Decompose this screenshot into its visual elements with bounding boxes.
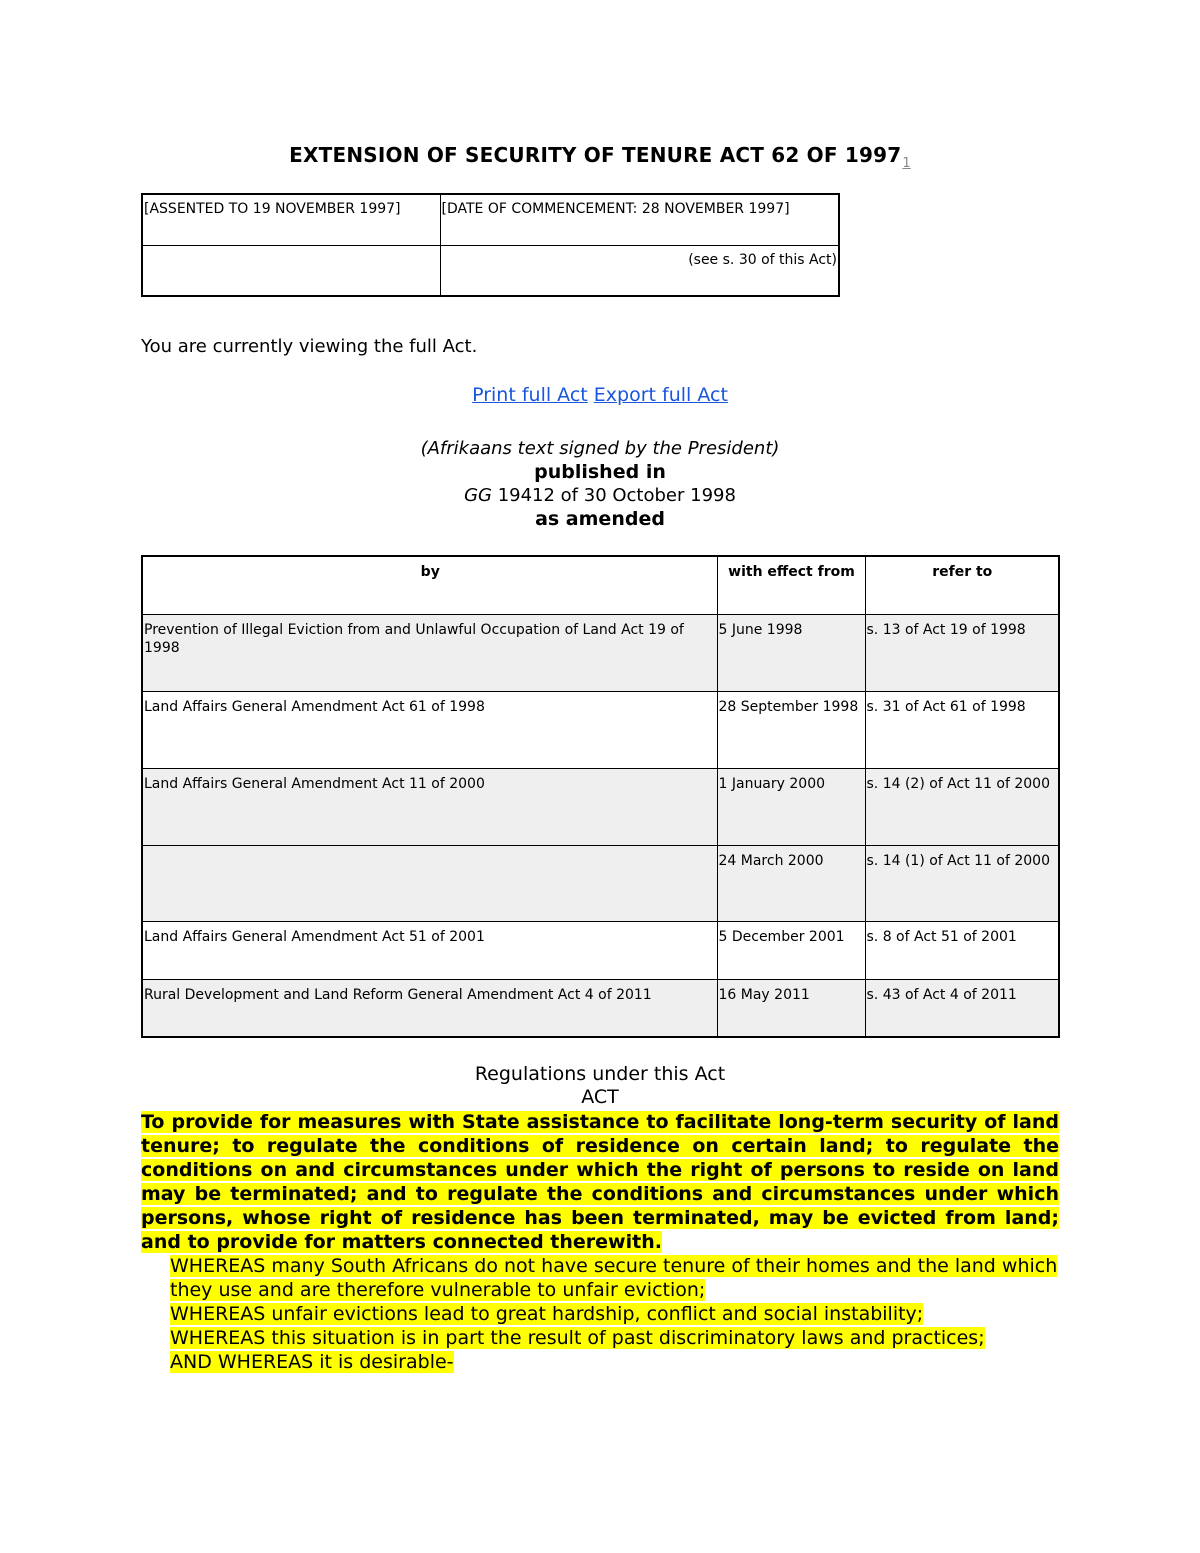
amending-act: Land Affairs General Amendment Act 11 of 2000 bbox=[142, 768, 717, 845]
whereas-text: WHEREAS many South Africans do not have secure tenure of their homes and the land which they use and are therefore vulnerable to unfair eviction; bbox=[170, 1255, 1058, 1301]
table-row bbox=[142, 921, 1059, 979]
reference: s. 13 of Act 19 of 1998 bbox=[865, 614, 1059, 691]
act-title-text: EXTENSION OF SECURITY OF TENURE ACT 62 OF 1997 bbox=[289, 143, 902, 167]
gazette-prefix: GG bbox=[464, 485, 492, 506]
act-actions bbox=[0, 384, 1200, 406]
table-row bbox=[142, 979, 1059, 1037]
table-row bbox=[142, 614, 1059, 691]
whereas-text: WHEREAS this situation is in part the result of past discriminatory laws and practices; bbox=[170, 1327, 985, 1349]
whereas-clause bbox=[141, 1350, 1059, 1374]
reference: s. 14 (1) of Act 11 of 2000 bbox=[865, 845, 1059, 921]
preamble bbox=[141, 1110, 1059, 1374]
amending-act bbox=[142, 845, 717, 921]
reference: s. 31 of Act 61 of 1998 bbox=[865, 691, 1059, 768]
see-section-cell: (see s. 30 of this Act) bbox=[440, 245, 839, 296]
title-footnote-link[interactable]: 1 bbox=[902, 156, 911, 171]
header-by: by bbox=[142, 556, 717, 614]
amending-act: Prevention of Illegal Eviction from and Unlawful Occupation of Land Act 19 of 1998 bbox=[142, 614, 717, 691]
print-full-act-link[interactable]: Print full Act bbox=[472, 384, 588, 406]
whereas-clause bbox=[141, 1302, 1059, 1326]
amending-act: Land Affairs General Amendment Act 51 of 2001 bbox=[142, 921, 717, 979]
assent-commencement-table bbox=[141, 193, 840, 297]
regulations-heading[interactable]: Regulations under this Act bbox=[474, 1063, 726, 1085]
table-row bbox=[142, 845, 1059, 921]
amending-act: Rural Development and Land Reform General Amendment Act 4 of 2011 bbox=[142, 979, 717, 1037]
regulations-block bbox=[0, 1063, 1200, 1109]
viewing-notice: You are currently viewing the full Act. bbox=[141, 336, 478, 357]
amending-act: Land Affairs General Amendment Act 61 of 1998 bbox=[142, 691, 717, 768]
as-amended-label: as amended bbox=[535, 507, 665, 530]
act-title bbox=[0, 143, 1200, 171]
assented-cell: [ASSENTED TO 19 NOVEMBER 1997] bbox=[142, 194, 440, 245]
empty-cell bbox=[142, 245, 440, 296]
published-in-label: published in bbox=[534, 460, 666, 483]
effective-date: 16 May 2011 bbox=[717, 979, 865, 1037]
whereas-clause bbox=[141, 1254, 1059, 1302]
signed-note: (Afrikaans text signed by the President) bbox=[420, 438, 780, 459]
act-heading: ACT bbox=[581, 1086, 619, 1108]
effective-date: 28 September 1998 bbox=[717, 691, 865, 768]
header-effect: with effect from bbox=[717, 556, 865, 614]
table-row bbox=[142, 691, 1059, 768]
reference: s. 8 of Act 51 of 2001 bbox=[865, 921, 1059, 979]
header-refer: refer to bbox=[865, 556, 1059, 614]
reference: s. 14 (2) of Act 11 of 2000 bbox=[865, 768, 1059, 845]
export-full-act-link[interactable]: Export full Act bbox=[593, 384, 728, 406]
gazette-details: 19412 of 30 October 1998 bbox=[491, 485, 736, 506]
table-row bbox=[142, 768, 1059, 845]
long-title-text: To provide for measures with State assistance to facilitate long-term security of land tenure; to regulate the conditions of residence on certain land; to regulate the conditions on and circumstances under which the right of persons to reside on land may be terminated; and to regulate the conditions and circumstances under which persons, whose right of residence has been terminated, may be evicted from land; and to provide for matters connected therewith. bbox=[141, 1111, 1059, 1253]
effective-date: 1 January 2000 bbox=[717, 768, 865, 845]
commencement-cell: [DATE OF COMMENCEMENT: 28 NOVEMBER 1997] bbox=[440, 194, 839, 245]
amendments-header-row bbox=[142, 556, 1059, 614]
long-title bbox=[141, 1110, 1059, 1254]
amendments-table bbox=[141, 555, 1060, 1038]
whereas-text: AND WHEREAS it is desirable- bbox=[170, 1351, 454, 1373]
effective-date: 5 December 2001 bbox=[717, 921, 865, 979]
whereas-text: WHEREAS unfair evictions lead to great hardship, conflict and social instability; bbox=[170, 1303, 924, 1325]
effective-date: 24 March 2000 bbox=[717, 845, 865, 921]
whereas-clause bbox=[141, 1326, 1059, 1350]
publication-block bbox=[0, 437, 1200, 531]
gazette-reference bbox=[0, 484, 1200, 508]
effective-date: 5 June 1998 bbox=[717, 614, 865, 691]
reference: s. 43 of Act 4 of 2011 bbox=[865, 979, 1059, 1037]
